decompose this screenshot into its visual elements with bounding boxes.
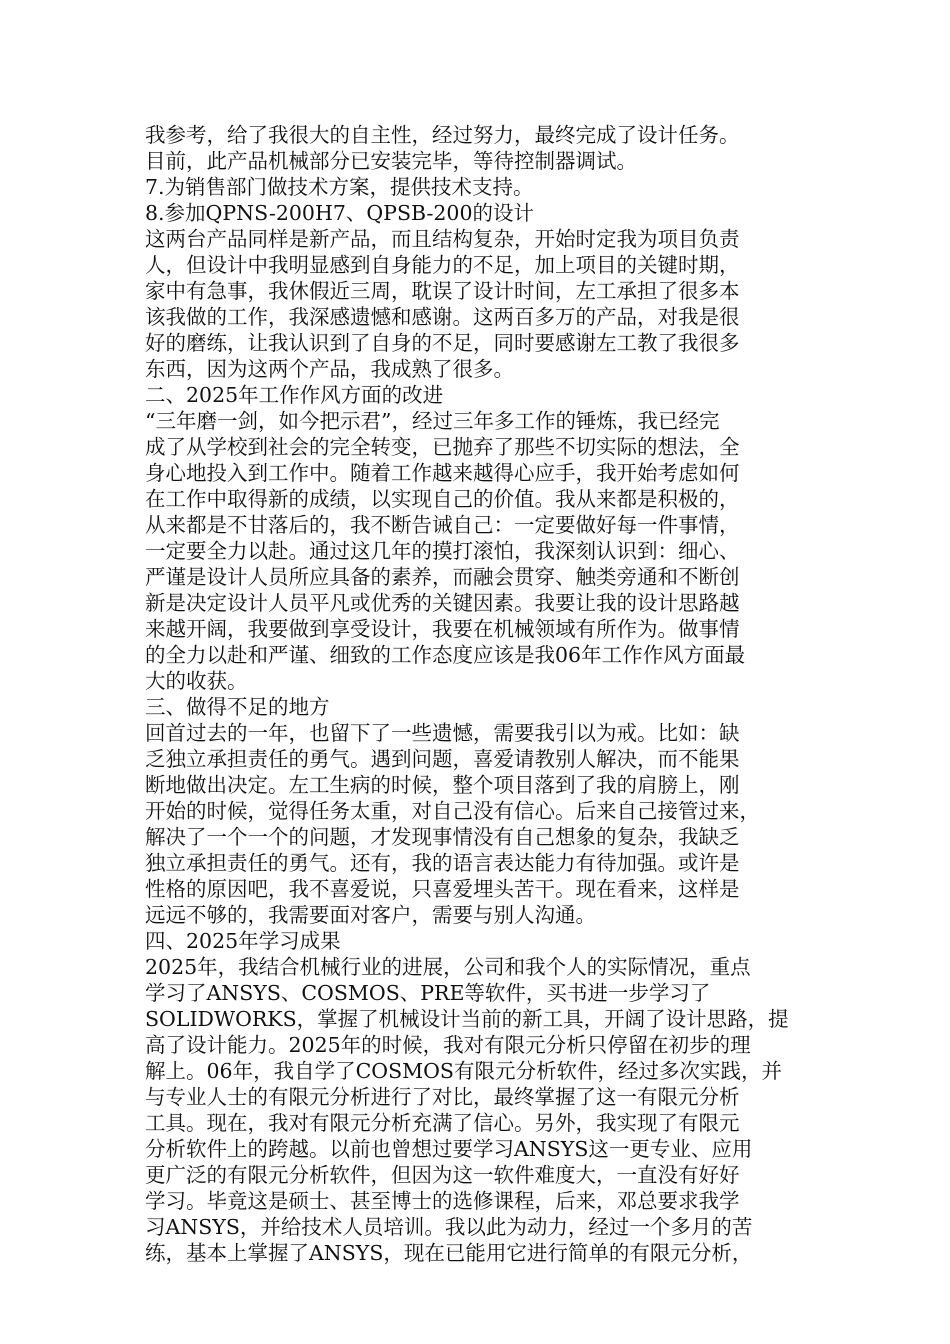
- text-line: 在工作中取得新的成绩，以实现自己的价值。我从来都是积极的，: [145, 487, 740, 511]
- text-line: 一定要全力以赴。通过这几年的摸打滚怕，我深刻认识到：细心、: [145, 539, 740, 563]
- text-line: 开始的时候，觉得任务太重，对自己没有信心。后来自己接管过来，: [145, 799, 760, 823]
- text-line: 从来都是不甘落后的，我不断告诫自己：一定要做好每一件事情，: [145, 513, 740, 537]
- text-line: 东西，因为这两个产品，我成熟了很多。: [145, 357, 514, 381]
- text-line: 练，基本上掌握了ANSYS，现在已能用它进行简单的有限元分析，: [145, 1241, 753, 1265]
- document-body: [145, 122, 805, 1266]
- list-item-8: 8.参加QPNS-200H7、QPSB-200的设计: [145, 201, 535, 225]
- section-heading-4: 四、2025年学习成果: [145, 929, 341, 953]
- text-line: 我参考，给了我很大的自主性，经过努力，最终完成了设计任务。: [145, 123, 740, 147]
- text-line: 来越开阔，我要做到享受设计，我要在机械领域有所作为。做事情: [145, 617, 740, 641]
- text-line: 独立承担责任的勇气。还有，我的语言表达能力有待加强。或许是: [145, 851, 740, 875]
- text-line: 工具。现在，我对有限元分析充满了信心。另外，我实现了有限元: [145, 1111, 740, 1135]
- text-line: SOLIDWORKS，掌握了机械设计当前的新工具，开阔了设计思路，提: [145, 1007, 789, 1031]
- text-line: 更广泛的有限元分析软件，但因为这一软件难度大，一直没有好好: [145, 1163, 740, 1187]
- text-line: 断地做出决定。左工生病的时候，整个项目落到了我的肩膀上，刚: [145, 773, 740, 797]
- section-heading-2: 二、2025年工作作风方面的改进: [145, 383, 444, 407]
- text-line: 学习了ANSYS、COSMOS、PRE等软件，买书进一步学习了: [145, 981, 711, 1005]
- text-line: 解决了一个一个的问题，才发现事情没有自己想象的复杂，我缺乏: [145, 825, 740, 849]
- text-line: 好的磨练，让我认识到了自身的不足，同时要感谢左工教了我很多: [145, 331, 740, 355]
- text-line: 与专业人士的有限元分析进行了对比，最终掌握了这一有限元分析: [145, 1085, 740, 1109]
- text-line: 远远不够的，我需要面对客户，需要与别人沟通。: [145, 903, 596, 927]
- text-line: 高了设计能力。2025年的时候，我对有限元分析只停留在初步的理: [145, 1033, 751, 1057]
- text-line: 严谨是设计人员所应具备的素养，而融会贯穿、触类旁通和不断创: [145, 565, 740, 589]
- text-line: 目前，此产品机械部分已安装完毕，等待控制器调试。: [145, 149, 637, 173]
- text-line: 该我做的工作，我深感遗憾和感谢。这两百多万的产品，对我是很: [145, 305, 740, 329]
- text-line: 2025年，我结合机械行业的进展，公司和我个人的实际情况，重点: [145, 955, 751, 979]
- text-line: 学习。毕竟这是硕士、甚至博士的选修课程，后来，邓总要求我学: [145, 1189, 740, 1213]
- text-line: “三年磨一剑，如今把示君”，经过三年多工作的锤炼，我已经完: [145, 409, 720, 433]
- text-line: 习ANSYS，并给技术人员培训。我以此为动力，经过一个多月的苦: [145, 1215, 753, 1239]
- text-line: 新是决定设计人员平凡或优秀的关键因素。我要让我的设计思路越: [145, 591, 740, 615]
- text-line: 性格的原因吧，我不喜爱说，只喜爱埋头苦干。现在看来，这样是: [145, 877, 740, 901]
- text-line: 家中有急事，我休假近三周，耽误了设计时间，左工承担了很多本: [145, 279, 740, 303]
- text-line: 这两台产品同样是新产品，而且结构复杂，开始时定我为项目负责: [145, 227, 740, 251]
- text-line: 解上。06年，我自学了COSMOS有限元分析软件，经过多次实践，并: [145, 1059, 782, 1083]
- text-line: 成了从学校到社会的完全转变，已抛弃了那些不切实际的想法，全: [145, 435, 740, 459]
- text-line: 的全力以赴和严谨、细致的工作态度应该是我06年工作作风方面最: [145, 643, 746, 667]
- text-line: 大的收获。: [145, 669, 248, 693]
- section-heading-3: 三、做得不足的地方: [145, 695, 330, 719]
- text-line: 人，但设计中我明显感到自身能力的不足，加上项目的关键时期，: [145, 253, 740, 277]
- text-line: 身心地投入到工作中。随着工作越来越得心应手，我开始考虑如何: [145, 461, 740, 485]
- list-item-7: 7.为销售部门做技术方案，提供技术支持。: [145, 175, 534, 199]
- text-line: 回首过去的一年，也留下了一些遗憾，需要我引以为戒。比如：缺: [145, 721, 740, 745]
- text-line: 分析软件上的跨越。以前也曾想过要学习ANSYS这一更专业、应用: [145, 1137, 753, 1161]
- text-line: 乏独立承担责任的勇气。遇到问题，喜爱请教别人解决，而不能果: [145, 747, 740, 771]
